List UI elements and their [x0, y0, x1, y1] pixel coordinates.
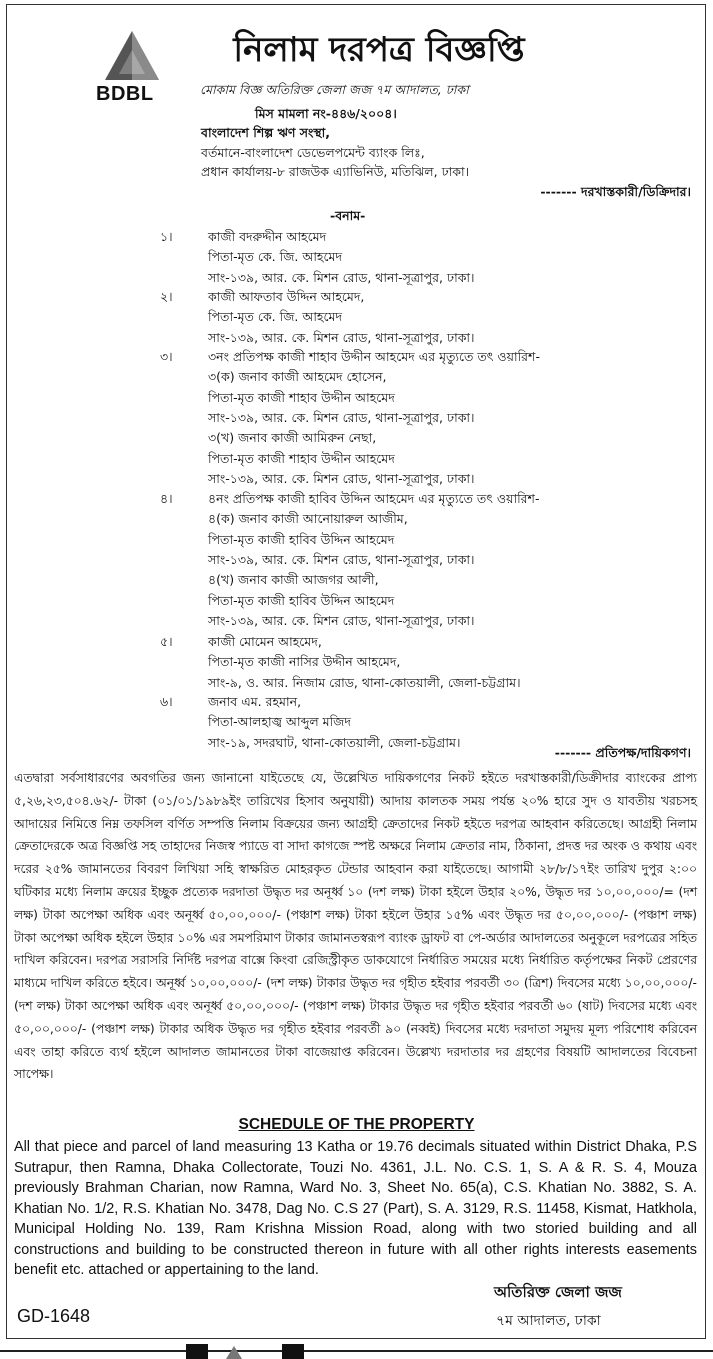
defendant-line: ৩নং প্রতিপক্ষ কাজী শাহাব উদ্দীন আহমেদ এর মৃত্যুতে তৎ ওয়ারিশ- [208, 349, 540, 364]
defendant-line: পিতা-মৃত কে. জি. আহমেদ [208, 309, 343, 325]
defendant-line: ৩(খ) জনাব কাজী আমিরুন নেছা, [208, 430, 377, 446]
signature-title: অতিরিক্ত জেলা জজ [494, 1283, 622, 1301]
schedule-title: SCHEDULE OF THE PROPERTY [238, 1116, 475, 1133]
defendant-line: সাং-৯, ও. আর. নিজাম রোড, থানা-কোতয়ালী, জেলা-চট্টগ্রাম। [208, 674, 521, 690]
versus-label: -বনাম- [330, 208, 366, 223]
defendant-line: সাং-১৩৯, আর. কে. মিশন রোড, থানা-সূত্রাপুর, ঢাকা। [208, 470, 475, 486]
defendant-line: পিতা-মৃত কাজী শাহাব উদ্দীন আহমেদ [208, 450, 395, 466]
schedule-text: All that piece and parcel of land measuring 13 Katha or 19.76 decimals situated within District Dhaka, P.S Sutrapur, then Ramna, Dhaka Collectorate, Touzi No. 4361, J.L. No. C.S. 1, S. A & R. S. 4, Mouza previously Brahman Charian, now Ramna, Ward No. 3, Sheet No. 65(a), C.S. Khatian No. 3882, S. A. Khatian No. 1/2, R.S. Khatian No. 3478, Dag No. C.S 27 (Part), S. A. 3129, R.S. 11458, Kismat, Hatkhola, Municipal Holding No. 139, Ram Krishna Mission Road, along with two storied building and all constructions and building to be constructed thereon in future with all other rights interests easements benefit etc. attached or appertaining to the land. [14, 1139, 697, 1278]
defendant-number: ১। [160, 229, 173, 244]
defendant-number: ৩। [160, 349, 173, 364]
defendant-line: পিতা-আলহাজ্ব আব্দুল মজিদ [208, 714, 351, 730]
signature-court: ৭ম আদালত, ঢাকা [496, 1313, 601, 1329]
defendant-number: ৫। [160, 634, 173, 649]
plaintiff-line: বর্তমানে-বাংলাদেশ ডেভেলপমেন্ট ব্যাংক লিঃ, [201, 145, 425, 160]
court-name: মোকাম বিজ্ঞ অতিরিক্ত জেলা জজ ৭ম আদালত, ঢাকা [200, 82, 469, 97]
defendant-line: ৪(খ) জনাব কাজী আজগর আলী, [208, 572, 379, 588]
defendant-line: পিতা-মৃত কাজী হাবিব উদ্দিন আহমেদ [208, 592, 395, 608]
defendant-number: ২। [160, 289, 173, 304]
defendant-line: সাং-১৩৯, আর. কে. মিশন রোড, থানা-সূত্রাপুর, ঢাকা। [208, 612, 475, 628]
plaintiff-role: ------- দরখাস্তকারী/ডিক্রিদার। [540, 184, 691, 199]
defendant-line: কাজী বদরুদ্দীন আহমেদ [208, 229, 327, 244]
case-number: মিস মামলা নং-৪৪৬/২০০৪। [255, 106, 397, 121]
defendant-line: ৩(ক) জনাব কাজী আহমেদ হোসেন, [208, 369, 387, 385]
defendant-line: ৪(ক) জনাব কাজী আনোয়ারুল আজীম, [208, 511, 408, 527]
defendant-line: পিতা-মৃত কাজী শাহাব উদ্দীন আহমেদ [208, 389, 395, 405]
defendant-role: ------- প্রতিপক্ষ/দায়িকগণ। [554, 745, 691, 760]
defendant-line: ৪নং প্রতিপক্ষ কাজী হাবিব উদ্দিন আহমেদ এর মৃত্যুতে তৎ ওয়ারিশ- [208, 491, 540, 506]
gd-number: GD-1648 [17, 1306, 91, 1326]
defendant-line: সাং-১৩৯, আর. কে. মিশন রোড, থানা-সূত্রাপুর, ঢাকা। [208, 269, 475, 285]
plaintiff-address: প্রধান কার্যালয়-৮ রাজউক এ্যাভিনিউ, মতিঝিল, ঢাকা। [201, 164, 470, 179]
defendant-number: ৪। [160, 491, 173, 506]
bottom-ornament [0, 1344, 713, 1359]
defendant-line: পিতা-মৃত কে. জি. আহমেদ [208, 249, 343, 265]
defendant-line: সাং-১৩৯, আর. কে. মিশন রোড, থানা-সূত্রাপুর, ঢাকা। [208, 409, 475, 425]
defendant-line: পিতা-মৃত কাজী নাসির উদ্দীন আহমেদ, [208, 654, 401, 670]
plaintiff-name: বাংলাদেশ শিল্প ঋণ সংস্থা, [201, 125, 331, 140]
defendant-line: কাজী আফতাব উদ্দিন আহমেদ, [208, 289, 365, 304]
defendant-line: কাজী মোমেন আহমেদ, [208, 634, 322, 649]
defendant-line: সাং-১৩৯, আর. কে. মিশন রোড, থানা-সূত্রাপুর, ঢাকা। [208, 551, 475, 567]
defendant-line: পিতা-মৃত কাজী হাবিব উদ্দিন আহমেদ [208, 531, 395, 547]
notice-title: নিলাম দরপত্র বিজ্ঞপ্তি [233, 30, 525, 70]
defendant-line: সাং-১৩৯, আর. কে. মিশন রোড, থানা-সূত্রাপুর, ঢাকা। [208, 329, 475, 345]
logo-text: BDBL [96, 83, 154, 105]
defendant-line: সাং-১৯, সদরঘাট, থানা-কোতয়ালী, জেলা-চট্টগ্রাম। [208, 734, 461, 750]
notice-paragraph: এতদ্বারা সর্বসাধারণের অবগতির জন্য জানানো যাইতেছে যে, উল্লেখিত দায়িকগণের নিকট হইতে দরখাস্তকারী/ডিক্রীদার ব্যাংকের প্রাপ্য ৫,২৬,২৩,৫০৪.৬২/- টাকা (০১/০১/১৯৮৯ইং তারিখের হিসাব অনুযায়ী) আদায় কালতক সময় পর্যন্ত ২০% হারে সুদ ও যাবতীয় খরচসহ আদায়ের নিমিত্তে নিম্ন তফসিল বর্ণিত সম্পত্তি নিলাম বিক্রয়ের জন্য আগ্রহী ক্রেতাদের নিকট হইতে দরপত্র আহবান করিতেছে। আগ্রহী নিলাম ক্রেতাদেরকে অত্র বিজ্ঞপ্তি সহ তাহাদের নিজস্ব প্যাডে বা সাদা কাগজে স্পষ্ট অক্ষরে নিলাম ক্রেতার নাম, ঠিকানা, প্রদত্ত দর অংক ও কথায় এবং দরের ২৫% জামানতের বিবরণ লিখিয়া সহি স্বাক্ষরিত মোহরকৃত টেন্ডার আহবান করা যাইতেছে। আগামী ২৮/৮/১৭ইং তারিখ দুপুর ২:০০ ঘটিকার মধ্যে নিলাম ক্রয়ের ইচ্ছুক প্রত্যেক দরদাতা উদ্ধৃত দর অনূর্ধ্ব ১০ (দশ লক্ষ) টাকা হইলে উহার ২০%, উদ্ধৃত দর ১০,০০,০০০/= (দশ লক্ষ) টাকা অপেক্ষা অধিক এবং অনূর্ধ্ব ৫০,০০,০০০/- (পঞ্চাশ লক্ষ) টাকা হইলে উহার ১৫% এবং উদ্ধৃত দর ৫০,০০,০০০/- (পঞ্চাশ লক্ষ) টাকা অপেক্ষা অধিক হইলে উহার ১০% এর সমপরিমাণ টাকার জামানতস্বরূপ ব্যাংক ড্রাফট বা পে-অর্ডার আদালতের অনুকূলে দরপত্রের সহিত দাখিল করিবেন। দরপত্র সরাসরি নির্দিষ্ট দরপত্র বাক্সে কিংবা রেজিস্ট্রীকৃত ডাকযোগে নির্ধারিত সময়ের মধ্যে নির্ধারিত কর্তৃপক্ষের নিকট প্রেরণের মাধ্যমে দাখিল করিতে হইবে। অনূর্ধ্ব ১০,০০,০০০/- (দশ লক্ষ) টাকার উদ্ধৃত দর গৃহীত হইবার পরবর্তী ৩০ (ত্রিশ) দিবসের মধ্যে ১০,০০,০০০/- (দশ লক্ষ) টাকা অপেক্ষা অধিক এবং অনূর্ধ্ব ৫০,০০,০০০/- (পঞ্চাশ লক্ষ) টাকার উদ্ধৃত দর গৃহীত হইবার পরবর্তী ৬০ (ষাট) দিবসের মধ্যে এবং ৫০,০০,০০০/- (পঞ্চাশ লক্ষ) টাকার অধিক উদ্ধৃত দর গৃহীত হইবার পরবর্তী ৯০ (নব্বই) দিবসের মধ্যে দরদাতা সমুদয় মূল্য পরিশোধ করিবেন এবং তাহা করিতে ব্যর্থ হইলে আদালত জামানতের টাকা বাজেয়াপ্ত করিবেন। উল্লেখ্য দরদাতার দর গ্রহণের বিষয়টি আদালতের বিবেচনা সাপেক্ষ। [14, 771, 697, 1082]
defendant-number: ৬। [160, 694, 173, 709]
defendant-line: জনাব এম. রহমান, [208, 694, 302, 709]
